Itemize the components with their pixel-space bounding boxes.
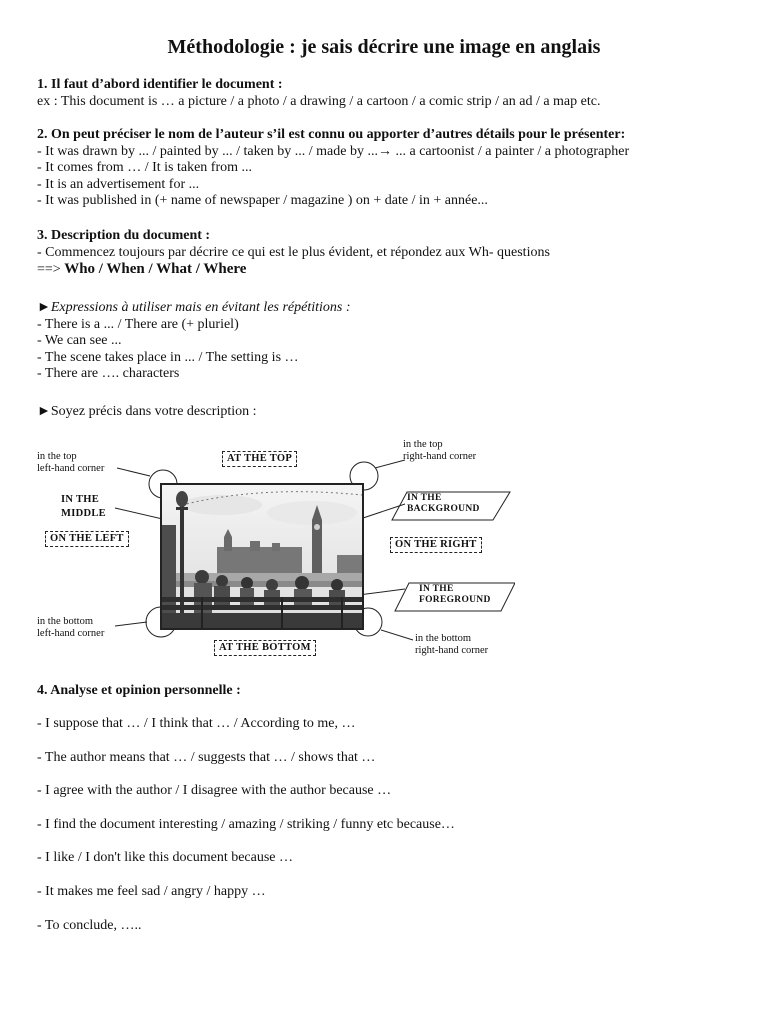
label-on-the-right: ON THE RIGHT (390, 537, 482, 553)
opinion-line: - To conclude, ….. (37, 918, 142, 933)
label-at-the-bottom: AT THE BOTTOM (214, 640, 316, 656)
section2-line: - It comes from … / It is taken from ... (37, 160, 253, 176)
pointer-icon: ► (37, 404, 51, 419)
section-identify (37, 77, 600, 110)
label-at-the-top: AT THE TOP (222, 451, 297, 467)
section3-heading: 3. Description du document : (37, 228, 211, 243)
section4-heading: 4. Analyse et opinion personnelle : (37, 683, 241, 698)
section3-line: - Commencez toujours par décrire ce qui est le plus évident, et répondez aux Wh- questions (37, 244, 550, 260)
label-in-the-foreground: IN THE FOREGROUND (419, 584, 491, 605)
opinion-line: - It makes me feel sad / angry / happy … (37, 884, 266, 899)
expressions-title: Expressions à utiliser mais en évitant les répétitions : (50, 300, 351, 315)
wh-questions-line (37, 261, 550, 279)
section2-line: - It was drawn by ... / painted by ... / taken by ... / made by ...→ ... a cartoonist / a painter / a photographer (37, 143, 630, 159)
expression-item: - There is a ... / There are (+ pluriel) (37, 316, 239, 332)
position-diagram (35, 436, 515, 666)
expressions-title-line (37, 300, 351, 317)
section-author (37, 127, 629, 210)
label-on-the-left: ON THE LEFT (45, 531, 129, 547)
label-bottom-right-corner: in the bottom right-hand corner (415, 633, 489, 656)
expression-item: - There are …. characters (37, 366, 180, 382)
precise-text: Soyez précis dans votre description : (50, 404, 257, 419)
opinion-line: - The author means that … / suggests that … / shows that … (37, 750, 376, 765)
pointer-line (375, 460, 405, 468)
precise-line (37, 404, 257, 421)
section1-heading: 1. Il faut d’abord identifier le document : (37, 77, 283, 92)
london-photo (160, 483, 364, 630)
wh-questions: Who / When / What / Where (64, 261, 247, 278)
opinion-line: - I agree with the author / I disagree with the author because … (37, 783, 392, 798)
label-bottom-left-corner: in the bottom left-hand corner (37, 616, 105, 639)
photo-illustration (162, 485, 362, 628)
section-description (37, 228, 550, 279)
page-title: Méthodologie : je sais décrire une image en anglais (167, 36, 601, 58)
section2-heading: 2. On peut préciser le nom de l’auteur s’il est connu ou apporter d’autres détails pour le présenter: (37, 127, 626, 142)
section2-line: - It is an advertisement for ... (37, 176, 200, 192)
label-in-the-middle: IN THE MIDDLE (61, 494, 106, 519)
opinion-line: - I like / I don't like this document because … (37, 850, 294, 865)
label-top-right-corner: in the top right-hand corner (403, 439, 477, 462)
opinion-line: - I find the document interesting / amazing / striking / funny etc because… (37, 817, 455, 832)
pointer-line (115, 622, 147, 626)
label-top-left-corner: in the top left-hand corner (37, 451, 105, 474)
pointer-icon: ► (37, 300, 51, 315)
section2-line: - It was published in (+ name of newspaper / magazine ) on + date / in + année... (37, 193, 488, 209)
expression-item: - We can see ... (37, 333, 122, 349)
pointer-line (381, 630, 413, 640)
opinion-line: - I suppose that … / I think that … / According to me, … (37, 716, 356, 731)
expression-item: - The scene takes place in ... / The setting is … (37, 349, 299, 365)
arrow-marker: ==> (37, 262, 61, 278)
label-in-the-background: IN THE BACKGROUND (407, 493, 480, 514)
expressions-block (37, 300, 351, 383)
pointer-line (117, 468, 150, 476)
section1-line: ex : This document is … a picture / a photo / a drawing / a cartoon / a comic strip / an ad / a map etc. (37, 93, 601, 109)
